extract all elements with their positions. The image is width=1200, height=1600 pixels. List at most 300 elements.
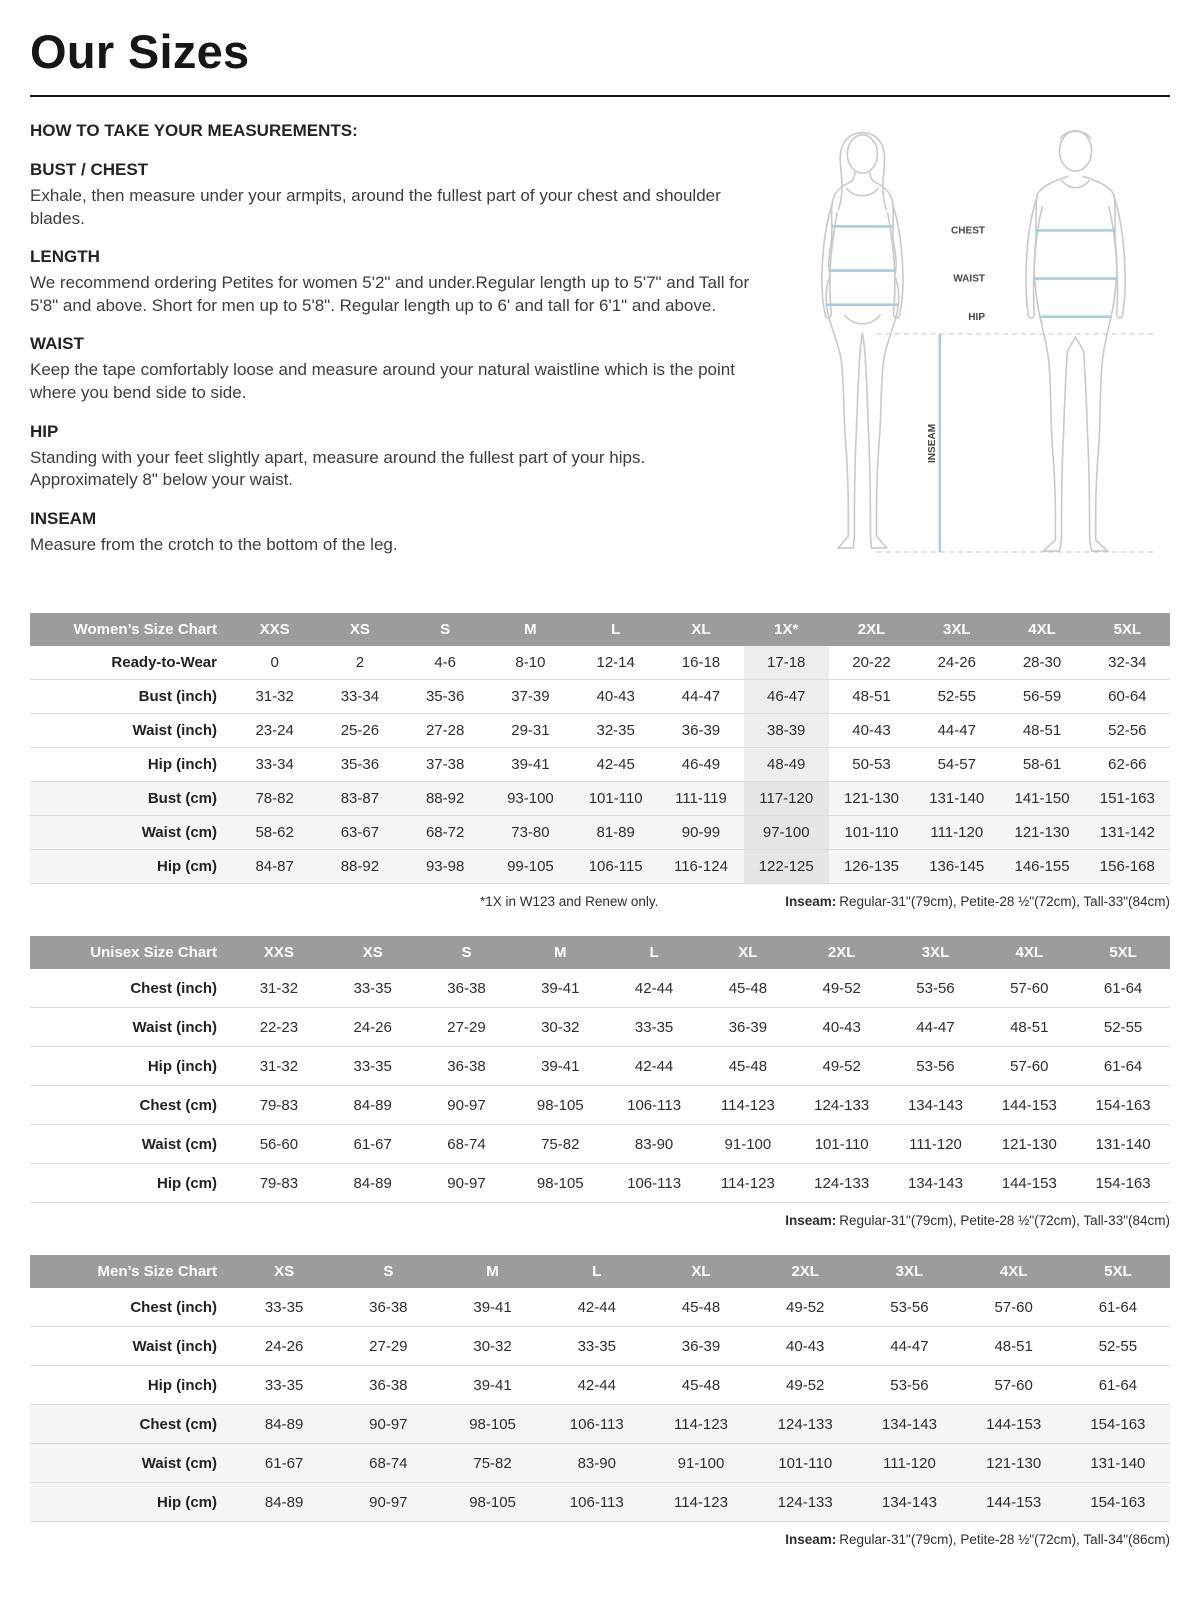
table-row [30, 1483, 1170, 1522]
size-value-cell: 106-113 [607, 1164, 701, 1203]
size-value-cell: 49-52 [753, 1288, 857, 1327]
size-value-cell: 42-44 [545, 1366, 649, 1405]
table-row [30, 1008, 1170, 1047]
size-value-cell: 144-153 [962, 1483, 1066, 1522]
measurement-lines [826, 226, 1118, 316]
instruction-hip [30, 422, 755, 492]
size-value-cell: 44-47 [914, 714, 999, 748]
size-column-header: XS [326, 936, 420, 969]
size-value-cell: 42-44 [607, 969, 701, 1008]
size-value-cell: 101-110 [795, 1125, 889, 1164]
unisex-table-footnotes [30, 1213, 1170, 1230]
size-column-header: M [440, 1255, 544, 1288]
size-column-header: S [420, 936, 514, 969]
size-value-cell: 68-74 [336, 1444, 440, 1483]
size-value-cell: 24-26 [914, 646, 999, 680]
one-x-footnote: *1X in W123 and Renew only. [480, 894, 659, 909]
size-value-cell: 61-67 [326, 1125, 420, 1164]
size-value-cell: 33-34 [317, 680, 402, 714]
size-value-cell: 38-39 [744, 714, 829, 748]
size-value-cell: 91-100 [701, 1125, 795, 1164]
size-value-cell: 61-64 [1076, 1047, 1170, 1086]
table-row [30, 1047, 1170, 1086]
table-row [30, 1366, 1170, 1405]
size-column-header: XS [317, 613, 402, 646]
size-value-cell: 56-59 [999, 680, 1084, 714]
size-value-cell: 45-48 [649, 1366, 753, 1405]
size-value-cell: 84-89 [232, 1405, 336, 1444]
size-value-cell: 117-120 [744, 782, 829, 816]
size-value-cell: 98-105 [513, 1164, 607, 1203]
size-value-cell: 83-90 [545, 1444, 649, 1483]
instruction-body: We recommend ordering Petites for women 5'2" and under.Regular length up to 5'7" and Tall for 5'8" and above. Short for men up to 5'8". Regular length up to 6' and tall for 6'1" and above. [30, 273, 750, 315]
size-value-cell: 78-82 [232, 782, 317, 816]
size-value-cell: 33-35 [232, 1366, 336, 1405]
size-value-cell: 156-168 [1085, 850, 1170, 884]
size-value-cell: 52-55 [914, 680, 999, 714]
table-header-row [30, 1255, 1170, 1288]
row-label: Hip (cm) [30, 1164, 232, 1203]
size-value-cell: 39-41 [488, 748, 573, 782]
size-value-cell: 144-153 [962, 1405, 1066, 1444]
size-value-cell: 49-52 [795, 1047, 889, 1086]
size-value-cell: 56-60 [232, 1125, 326, 1164]
size-column-header: XXS [232, 936, 326, 969]
size-value-cell: 24-26 [232, 1327, 336, 1366]
size-value-cell: 32-34 [1085, 646, 1170, 680]
size-column-header: 4XL [999, 613, 1084, 646]
size-column-header: XS [232, 1255, 336, 1288]
size-value-cell: 114-123 [701, 1164, 795, 1203]
size-value-cell: 48-51 [982, 1008, 1076, 1047]
row-label: Hip (inch) [30, 748, 232, 782]
size-column-header: M [513, 936, 607, 969]
size-value-cell: 12-14 [573, 646, 658, 680]
size-value-cell: 36-38 [420, 969, 514, 1008]
size-column-header: 4XL [982, 936, 1076, 969]
size-value-cell: 93-100 [488, 782, 573, 816]
size-value-cell: 60-64 [1085, 680, 1170, 714]
size-value-cell: 106-113 [545, 1405, 649, 1444]
size-value-cell: 31-32 [232, 680, 317, 714]
row-label: Hip (cm) [30, 1483, 232, 1522]
size-value-cell: 36-38 [420, 1047, 514, 1086]
table-title: Men’s Size Chart [30, 1255, 232, 1288]
size-value-cell: 57-60 [982, 969, 1076, 1008]
size-value-cell: 131-142 [1085, 816, 1170, 850]
size-value-cell: 36-39 [649, 1327, 753, 1366]
size-value-cell: 42-44 [607, 1047, 701, 1086]
size-value-cell: 97-100 [744, 816, 829, 850]
size-value-cell: 131-140 [1076, 1125, 1170, 1164]
table-row [30, 1288, 1170, 1327]
size-value-cell: 91-100 [649, 1444, 753, 1483]
size-value-cell: 134-143 [889, 1086, 983, 1125]
size-value-cell: 40-43 [573, 680, 658, 714]
size-value-cell: 20-22 [829, 646, 914, 680]
womens-size-table [30, 613, 1170, 884]
size-value-cell: 52-55 [1076, 1008, 1170, 1047]
inseam-footnote-label: Inseam: [785, 1213, 837, 1228]
size-value-cell: 27-28 [403, 714, 488, 748]
inseam-footnote-label: Inseam: [785, 1532, 837, 1547]
size-value-cell: 31-32 [232, 969, 326, 1008]
size-value-cell: 32-35 [573, 714, 658, 748]
size-value-cell: 88-92 [403, 782, 488, 816]
size-value-cell: 50-53 [829, 748, 914, 782]
size-value-cell: 36-39 [658, 714, 743, 748]
size-value-cell: 49-52 [795, 969, 889, 1008]
womens-inseam-footnote [785, 894, 1170, 909]
size-value-cell: 134-143 [857, 1483, 961, 1522]
size-value-cell: 24-26 [326, 1008, 420, 1047]
size-value-cell: 131-140 [914, 782, 999, 816]
row-label: Hip (inch) [30, 1047, 232, 1086]
size-value-cell: 88-92 [317, 850, 402, 884]
size-value-cell: 106-113 [607, 1086, 701, 1125]
size-column-header: 2XL [829, 613, 914, 646]
size-value-cell: 62-66 [1085, 748, 1170, 782]
male-figure-outline [1026, 131, 1125, 551]
size-value-cell: 37-39 [488, 680, 573, 714]
size-column-header: XL [649, 1255, 753, 1288]
size-value-cell: 48-49 [744, 748, 829, 782]
size-value-cell: 75-82 [440, 1444, 544, 1483]
size-value-cell: 58-62 [232, 816, 317, 850]
table-row [30, 1164, 1170, 1203]
instruction-body: Measure from the crotch to the bottom of the leg. [30, 534, 398, 554]
size-value-cell: 154-163 [1076, 1164, 1170, 1203]
mens-inseam-footnote [785, 1532, 1170, 1547]
size-value-cell: 101-110 [573, 782, 658, 816]
size-value-cell: 83-90 [607, 1125, 701, 1164]
size-value-cell: 111-120 [857, 1444, 961, 1483]
size-value-cell: 63-67 [317, 816, 402, 850]
table-row [30, 748, 1170, 782]
instruction-heading: INSEAM [30, 508, 97, 528]
table-row [30, 1444, 1170, 1483]
size-value-cell: 45-48 [701, 969, 795, 1008]
size-value-cell: 48-51 [962, 1327, 1066, 1366]
table-row [30, 1125, 1170, 1164]
size-value-cell: 35-36 [403, 680, 488, 714]
mens-size-table [30, 1255, 1170, 1522]
row-label: Waist (inch) [30, 1008, 232, 1047]
size-value-cell: 57-60 [982, 1047, 1076, 1086]
size-value-cell: 146-155 [999, 850, 1084, 884]
size-column-header: S [403, 613, 488, 646]
size-column-header: XL [701, 936, 795, 969]
table-row [30, 969, 1170, 1008]
table-row [30, 1086, 1170, 1125]
row-label: Hip (cm) [30, 850, 232, 884]
size-value-cell: 98-105 [513, 1086, 607, 1125]
table-row [30, 646, 1170, 680]
size-value-cell: 37-38 [403, 748, 488, 782]
size-value-cell: 52-56 [1085, 714, 1170, 748]
size-value-cell: 45-48 [649, 1288, 753, 1327]
row-label: Waist (cm) [30, 1125, 232, 1164]
size-value-cell: 44-47 [857, 1327, 961, 1366]
size-value-cell: 33-34 [232, 748, 317, 782]
size-value-cell: 53-56 [857, 1366, 961, 1405]
size-value-cell: 33-35 [232, 1288, 336, 1327]
size-value-cell: 44-47 [889, 1008, 983, 1047]
size-value-cell: 36-38 [336, 1288, 440, 1327]
size-value-cell: 79-83 [232, 1086, 326, 1125]
size-value-cell: 151-163 [1085, 782, 1170, 816]
measurement-guide [30, 121, 1170, 599]
size-value-cell: 134-143 [857, 1405, 961, 1444]
size-value-cell: 36-38 [336, 1366, 440, 1405]
size-value-cell: 154-163 [1066, 1483, 1170, 1522]
size-value-cell: 48-51 [999, 714, 1084, 748]
size-value-cell: 53-56 [889, 1047, 983, 1086]
size-value-cell: 27-29 [336, 1327, 440, 1366]
diagram-labels [927, 225, 986, 463]
row-label: Chest (cm) [30, 1086, 232, 1125]
size-value-cell: 101-110 [753, 1444, 857, 1483]
size-value-cell: 28-30 [999, 646, 1084, 680]
instruction-heading: LENGTH [30, 247, 100, 267]
instruction-length [30, 247, 755, 317]
female-figure-outline [822, 133, 903, 548]
size-value-cell: 16-18 [658, 646, 743, 680]
size-value-cell: 45-48 [701, 1047, 795, 1086]
size-value-cell: 53-56 [857, 1288, 961, 1327]
size-column-header: L [545, 1255, 649, 1288]
size-value-cell: 42-44 [545, 1288, 649, 1327]
size-value-cell: 4-6 [403, 646, 488, 680]
size-value-cell: 98-105 [440, 1405, 544, 1444]
size-value-cell: 73-80 [488, 816, 573, 850]
row-label: Bust (cm) [30, 782, 232, 816]
body-figures-illustration [784, 117, 1166, 591]
size-value-cell: 52-55 [1066, 1327, 1170, 1366]
size-value-cell: 54-57 [914, 748, 999, 782]
size-value-cell: 57-60 [962, 1366, 1066, 1405]
instruction-body: Keep the tape comfortably loose and measure around your natural waistline which is the point where you bend side to side. [30, 360, 735, 403]
size-column-header: 5XL [1066, 1255, 1170, 1288]
size-value-cell: 48-51 [829, 680, 914, 714]
size-value-cell: 39-41 [513, 1047, 607, 1086]
row-label: Hip (inch) [30, 1366, 232, 1405]
size-value-cell: 57-60 [962, 1288, 1066, 1327]
row-label: Waist (inch) [30, 714, 232, 748]
size-column-header: 2XL [753, 1255, 857, 1288]
size-value-cell: 79-83 [232, 1164, 326, 1203]
inseam-label: INSEAM [926, 423, 938, 464]
instruction-waist [30, 334, 755, 404]
size-value-cell: 93-98 [403, 850, 488, 884]
size-value-cell: 42-45 [573, 748, 658, 782]
inseam-footnote-text: Regular-31"(79cm), Petite-28 ½"(72cm), Tall-34"(86cm) [839, 1532, 1170, 1547]
size-value-cell: 144-153 [982, 1086, 1076, 1125]
size-value-cell: 131-140 [1066, 1444, 1170, 1483]
size-column-header: 3XL [857, 1255, 961, 1288]
size-value-cell: 121-130 [829, 782, 914, 816]
size-column-header: S [336, 1255, 440, 1288]
instruction-heading: BUST / CHEST [30, 160, 149, 179]
size-value-cell: 106-115 [573, 850, 658, 884]
table-row [30, 680, 1170, 714]
inseam-footnote-text: Regular-31"(79cm), Petite-28 ½"(72cm), Tall-33"(84cm) [839, 1213, 1170, 1228]
size-column-header: 3XL [889, 936, 983, 969]
size-value-cell: 90-97 [336, 1483, 440, 1522]
instruction-body: Standing with your feet slightly apart, measure around the fullest part of your hips. Approximately 8" below your waist. [30, 447, 646, 490]
table-header-row [30, 936, 1170, 969]
size-column-header: 2XL [795, 936, 889, 969]
size-value-cell: 124-133 [795, 1086, 889, 1125]
size-column-header: XL [658, 613, 743, 646]
instruction-heading: HIP [30, 421, 59, 441]
table-row [30, 1327, 1170, 1366]
size-column-header: 4XL [962, 1255, 1066, 1288]
size-value-cell: 124-133 [753, 1405, 857, 1444]
size-value-cell: 61-64 [1076, 969, 1170, 1008]
size-value-cell: 44-47 [658, 680, 743, 714]
size-value-cell: 33-35 [326, 1047, 420, 1086]
size-value-cell: 31-32 [232, 1047, 326, 1086]
size-value-cell: 33-35 [607, 1008, 701, 1047]
size-value-cell: 144-153 [982, 1164, 1076, 1203]
size-value-cell: 84-89 [232, 1483, 336, 1522]
size-value-cell: 30-32 [440, 1327, 544, 1366]
measurement-instructions [30, 121, 755, 556]
size-value-cell: 84-89 [326, 1086, 420, 1125]
row-label: Waist (cm) [30, 1444, 232, 1483]
hip-label: HIP [968, 311, 986, 323]
size-value-cell: 2 [317, 646, 402, 680]
size-value-cell: 83-87 [317, 782, 402, 816]
page-title: Our Sizes [30, 25, 250, 78]
size-value-cell: 114-123 [701, 1086, 795, 1125]
size-value-cell: 53-56 [889, 969, 983, 1008]
row-label: Chest (cm) [30, 1405, 232, 1444]
size-value-cell: 58-61 [999, 748, 1084, 782]
size-value-cell: 134-143 [889, 1164, 983, 1203]
size-value-cell: 154-163 [1066, 1405, 1170, 1444]
size-value-cell: 23-24 [232, 714, 317, 748]
size-value-cell: 154-163 [1076, 1086, 1170, 1125]
size-column-header: XXS [232, 613, 317, 646]
instructions-heading: HOW TO TAKE YOUR MEASUREMENTS: [30, 121, 358, 140]
size-value-cell: 84-89 [326, 1164, 420, 1203]
size-value-cell: 121-130 [962, 1444, 1066, 1483]
size-value-cell: 121-130 [999, 816, 1084, 850]
size-value-cell: 17-18 [744, 646, 829, 680]
row-label: Ready-to-Wear [30, 646, 232, 680]
table-row [30, 850, 1170, 884]
size-value-cell: 81-89 [573, 816, 658, 850]
size-value-cell: 0 [232, 646, 317, 680]
size-value-cell: 46-47 [744, 680, 829, 714]
table-title: Women’s Size Chart [30, 613, 232, 646]
size-value-cell: 61-64 [1066, 1366, 1170, 1405]
title-divider [30, 95, 1170, 97]
row-label: Bust (inch) [30, 680, 232, 714]
instruction-inseam [30, 509, 755, 557]
row-label: Chest (inch) [30, 969, 232, 1008]
size-value-cell: 33-35 [326, 969, 420, 1008]
table-row [30, 714, 1170, 748]
instruction-body: Exhale, then measure under your armpits, around the fullest part of your chest and shoulder blades. [30, 186, 721, 228]
measurement-diagram [784, 117, 1166, 591]
size-value-cell: 124-133 [753, 1483, 857, 1522]
instruction-bust-chest [30, 160, 755, 230]
size-value-cell: 111-120 [889, 1125, 983, 1164]
size-value-cell: 75-82 [513, 1125, 607, 1164]
womens-table-footnotes [30, 894, 1170, 911]
size-value-cell: 111-120 [914, 816, 999, 850]
size-column-header: M [488, 613, 573, 646]
size-value-cell: 30-32 [513, 1008, 607, 1047]
size-value-cell: 61-67 [232, 1444, 336, 1483]
size-value-cell: 46-49 [658, 748, 743, 782]
size-value-cell: 40-43 [795, 1008, 889, 1047]
table-row [30, 816, 1170, 850]
size-value-cell: 40-43 [829, 714, 914, 748]
size-value-cell: 114-123 [649, 1483, 753, 1522]
size-value-cell: 99-105 [488, 850, 573, 884]
size-value-cell: 126-135 [829, 850, 914, 884]
table-title: Unisex Size Chart [30, 936, 232, 969]
size-value-cell: 49-52 [753, 1366, 857, 1405]
inseam-guides [876, 334, 1153, 552]
table-header-row [30, 613, 1170, 646]
size-value-cell: 84-87 [232, 850, 317, 884]
row-label: Waist (cm) [30, 816, 232, 850]
size-column-header: L [607, 936, 701, 969]
size-value-cell: 90-97 [336, 1405, 440, 1444]
size-value-cell: 39-41 [513, 969, 607, 1008]
chest-label: CHEST [950, 225, 986, 237]
size-value-cell: 124-133 [795, 1164, 889, 1203]
size-column-header: 3XL [914, 613, 999, 646]
size-value-cell: 98-105 [440, 1483, 544, 1522]
size-column-header: 5XL [1085, 613, 1170, 646]
size-value-cell: 68-72 [403, 816, 488, 850]
size-value-cell: 33-35 [545, 1327, 649, 1366]
inseam-footnote-label: Inseam: [785, 894, 837, 909]
size-value-cell: 101-110 [829, 816, 914, 850]
size-value-cell: 141-150 [999, 782, 1084, 816]
size-value-cell: 136-145 [914, 850, 999, 884]
size-value-cell: 121-130 [982, 1125, 1076, 1164]
size-value-cell: 116-124 [658, 850, 743, 884]
size-value-cell: 68-74 [420, 1125, 514, 1164]
size-value-cell: 90-99 [658, 816, 743, 850]
size-value-cell: 39-41 [440, 1366, 544, 1405]
size-value-cell: 122-125 [744, 850, 829, 884]
size-value-cell: 36-39 [701, 1008, 795, 1047]
instruction-heading: WAIST [30, 334, 84, 354]
size-value-cell: 114-123 [649, 1405, 753, 1444]
size-value-cell: 90-97 [420, 1086, 514, 1125]
unisex-inseam-footnote [785, 1213, 1170, 1228]
size-value-cell: 40-43 [753, 1327, 857, 1366]
size-value-cell: 25-26 [317, 714, 402, 748]
row-label: Waist (inch) [30, 1327, 232, 1366]
size-value-cell: 29-31 [488, 714, 573, 748]
size-value-cell: 22-23 [232, 1008, 326, 1047]
size-value-cell: 106-113 [545, 1483, 649, 1522]
table-row [30, 1405, 1170, 1444]
mens-table-footnotes [30, 1532, 1170, 1549]
inseam-footnote-text: Regular-31"(79cm), Petite-28 ½"(72cm), Tall-33"(84cm) [839, 894, 1170, 909]
waist-label: WAIST [953, 273, 986, 285]
size-value-cell: 90-97 [420, 1164, 514, 1203]
